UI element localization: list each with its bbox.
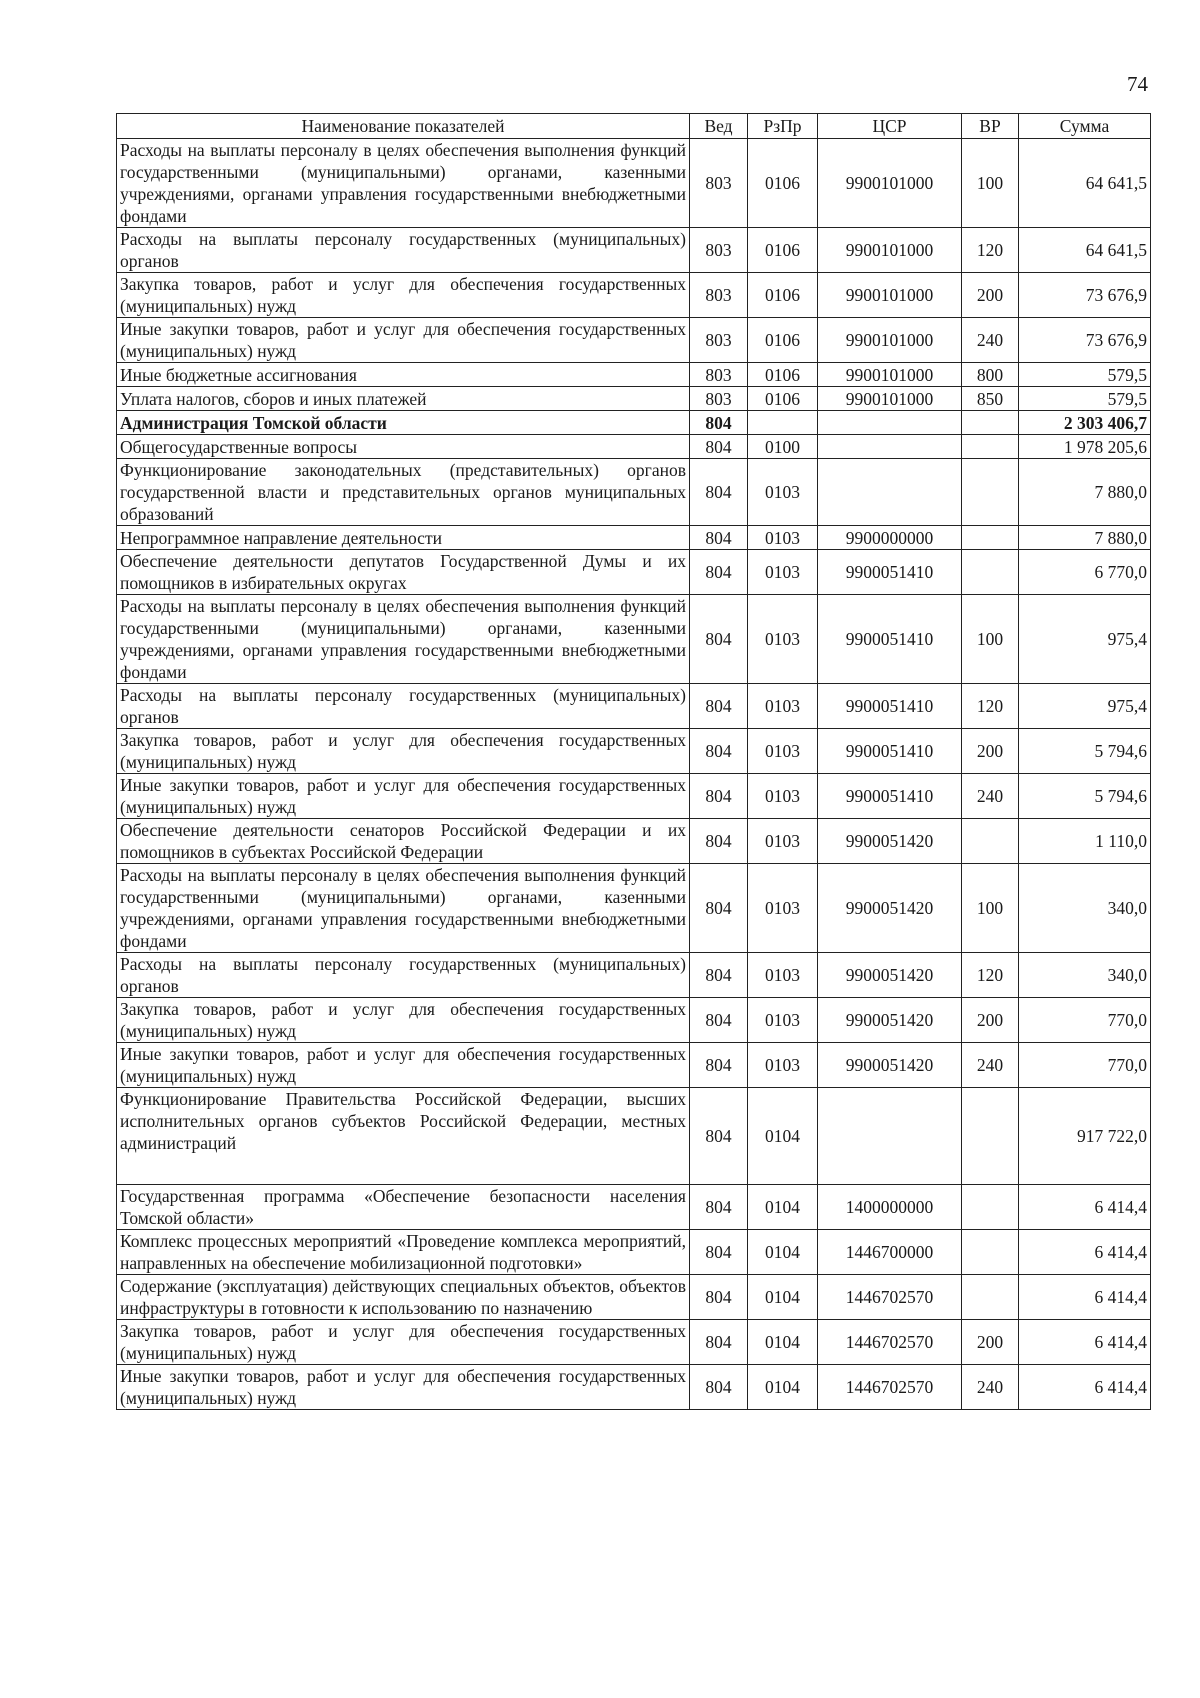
row-sum: 6 414,4 — [1019, 1185, 1151, 1230]
row-rzpr: 0106 — [748, 139, 818, 228]
row-csr — [818, 435, 962, 459]
row-rzpr: 0103 — [748, 774, 818, 819]
row-ved: 804 — [690, 1043, 748, 1088]
row-csr: 9900051410 — [818, 729, 962, 774]
row-vr: 240 — [962, 1365, 1019, 1410]
table-row — [117, 684, 1151, 729]
row-sum: 6 414,4 — [1019, 1365, 1151, 1410]
row-name: Функционирование Правительства Российской Федерации, высших исполнительных органов субъектов Российской Федерации, местных администраций — [117, 1088, 690, 1185]
table-row — [117, 550, 1151, 595]
row-vr — [962, 550, 1019, 595]
row-vr — [962, 435, 1019, 459]
row-vr: 120 — [962, 684, 1019, 729]
row-csr: 1400000000 — [818, 1185, 962, 1230]
row-sum: 340,0 — [1019, 864, 1151, 953]
row-name: Иные закупки товаров, работ и услуг для обеспечения государственных (муниципальных) нужд — [117, 1043, 690, 1088]
row-vr: 850 — [962, 387, 1019, 411]
row-name: Закупка товаров, работ и услуг для обеспечения государственных (муниципальных) нужд — [117, 998, 690, 1043]
table-row — [117, 1230, 1151, 1275]
row-ved: 804 — [690, 1185, 748, 1230]
row-rzpr: 0103 — [748, 864, 818, 953]
row-ved: 804 — [690, 953, 748, 998]
row-vr: 100 — [962, 864, 1019, 953]
row-csr — [818, 411, 962, 435]
row-ved: 804 — [690, 684, 748, 729]
row-ved: 804 — [690, 864, 748, 953]
row-ved: 804 — [690, 774, 748, 819]
row-ved: 803 — [690, 228, 748, 273]
row-ved: 804 — [690, 998, 748, 1043]
row-csr: 9900101000 — [818, 363, 962, 387]
row-ved: 804 — [690, 459, 748, 526]
row-vr: 200 — [962, 1320, 1019, 1365]
row-sum: 64 641,5 — [1019, 228, 1151, 273]
row-ved: 804 — [690, 595, 748, 684]
row-sum: 2 303 406,7 — [1019, 411, 1151, 435]
row-rzpr — [748, 411, 818, 435]
table-row — [117, 953, 1151, 998]
header-ved: Вед — [690, 114, 748, 139]
row-name: Содержание (эксплуатация) действующих специальных объектов, объектов инфраструктуры в готовности к использованию по назначению — [117, 1275, 690, 1320]
table-row — [117, 595, 1151, 684]
row-csr — [818, 1088, 962, 1185]
row-csr: 9900051410 — [818, 774, 962, 819]
row-ved: 804 — [690, 1320, 748, 1365]
row-sum: 975,4 — [1019, 595, 1151, 684]
row-rzpr: 0106 — [748, 228, 818, 273]
row-vr: 200 — [962, 273, 1019, 318]
row-name: Закупка товаров, работ и услуг для обеспечения государственных (муниципальных) нужд — [117, 729, 690, 774]
header-name: Наименование показателей — [117, 114, 690, 139]
row-rzpr: 0103 — [748, 1043, 818, 1088]
row-rzpr: 0106 — [748, 318, 818, 363]
row-rzpr: 0104 — [748, 1275, 818, 1320]
row-vr: 240 — [962, 774, 1019, 819]
row-name: Обеспечение деятельности депутатов Государственной Думы и их помощников в избирательных округах — [117, 550, 690, 595]
row-ved: 804 — [690, 435, 748, 459]
row-csr: 1446700000 — [818, 1230, 962, 1275]
table-row — [117, 139, 1151, 228]
row-rzpr: 0103 — [748, 953, 818, 998]
row-sum: 64 641,5 — [1019, 139, 1151, 228]
row-ved: 803 — [690, 139, 748, 228]
row-name: Расходы на выплаты персоналу государственных (муниципальных) органов — [117, 953, 690, 998]
row-ved: 803 — [690, 273, 748, 318]
row-rzpr: 0103 — [748, 459, 818, 526]
row-vr: 240 — [962, 1043, 1019, 1088]
row-sum: 6 414,4 — [1019, 1275, 1151, 1320]
row-sum: 6 414,4 — [1019, 1320, 1151, 1365]
table-row — [117, 387, 1151, 411]
row-rzpr: 0103 — [748, 595, 818, 684]
row-vr — [962, 1185, 1019, 1230]
table-row — [117, 774, 1151, 819]
row-vr: 800 — [962, 363, 1019, 387]
row-sum: 7 880,0 — [1019, 459, 1151, 526]
row-rzpr: 0106 — [748, 363, 818, 387]
table-row — [117, 1185, 1151, 1230]
row-csr: 9900051420 — [818, 819, 962, 864]
row-csr: 9900051420 — [818, 998, 962, 1043]
row-rzpr: 0104 — [748, 1185, 818, 1230]
row-csr: 9900051410 — [818, 550, 962, 595]
row-name: Непрограммное направление деятельности — [117, 526, 690, 550]
row-csr: 9900101000 — [818, 139, 962, 228]
row-name: Иные закупки товаров, работ и услуг для обеспечения государственных (муниципальных) нужд — [117, 1365, 690, 1410]
header-csr: ЦСР — [818, 114, 962, 139]
table-header-row — [117, 114, 1151, 139]
row-name: Государственная программа «Обеспечение безопасности населения Томской области» — [117, 1185, 690, 1230]
table-row — [117, 526, 1151, 550]
row-rzpr: 0104 — [748, 1088, 818, 1185]
row-csr: 1446702570 — [818, 1365, 962, 1410]
row-name: Закупка товаров, работ и услуг для обеспечения государственных (муниципальных) нужд — [117, 273, 690, 318]
row-rzpr: 0103 — [748, 550, 818, 595]
row-sum: 6 770,0 — [1019, 550, 1151, 595]
row-sum: 73 676,9 — [1019, 273, 1151, 318]
row-csr: 9900101000 — [818, 228, 962, 273]
row-vr — [962, 411, 1019, 435]
table-row — [117, 1043, 1151, 1088]
row-sum: 770,0 — [1019, 998, 1151, 1043]
row-vr: 200 — [962, 729, 1019, 774]
row-vr: 120 — [962, 953, 1019, 998]
table-row — [117, 411, 1151, 435]
table-row — [117, 729, 1151, 774]
row-name: Общегосударственные вопросы — [117, 435, 690, 459]
row-rzpr: 0106 — [748, 273, 818, 318]
row-vr — [962, 1088, 1019, 1185]
row-csr: 9900000000 — [818, 526, 962, 550]
row-ved: 804 — [690, 411, 748, 435]
row-name: Иные бюджетные ассигнования — [117, 363, 690, 387]
row-sum: 1 110,0 — [1019, 819, 1151, 864]
row-sum: 770,0 — [1019, 1043, 1151, 1088]
header-sum: Сумма — [1019, 114, 1151, 139]
row-sum: 7 880,0 — [1019, 526, 1151, 550]
row-name: Расходы на выплаты персоналу в целях обеспечения выполнения функций государственными (муниципальными) органами, казенными учреждениями, органами управления государственными внебюджетными фондами — [117, 864, 690, 953]
row-vr: 120 — [962, 228, 1019, 273]
row-rzpr: 0103 — [748, 998, 818, 1043]
row-ved: 804 — [690, 1365, 748, 1410]
row-sum: 73 676,9 — [1019, 318, 1151, 363]
row-sum: 579,5 — [1019, 387, 1151, 411]
row-name: Расходы на выплаты персоналу в целях обеспечения выполнения функций государственными (муниципальными) органами, казенными учреждениями, органами управления государственными внебюджетными фондами — [117, 595, 690, 684]
row-csr — [818, 459, 962, 526]
row-csr: 9900051420 — [818, 864, 962, 953]
row-rzpr: 0100 — [748, 435, 818, 459]
row-name: Иные закупки товаров, работ и услуг для обеспечения государственных (муниципальных) нужд — [117, 318, 690, 363]
row-ved: 804 — [690, 729, 748, 774]
row-rzpr: 0103 — [748, 729, 818, 774]
budget-table — [116, 113, 1151, 1410]
row-ved: 803 — [690, 387, 748, 411]
row-name: Администрация Томской области — [117, 411, 690, 435]
row-csr: 9900051410 — [818, 595, 962, 684]
row-name: Иные закупки товаров, работ и услуг для обеспечения государственных (муниципальных) нужд — [117, 774, 690, 819]
table-row — [117, 1275, 1151, 1320]
table-row — [117, 864, 1151, 953]
row-ved: 804 — [690, 819, 748, 864]
row-rzpr: 0103 — [748, 526, 818, 550]
row-name: Обеспечение деятельности сенаторов Российской Федерации и их помощников в субъектах Российской Федерации — [117, 819, 690, 864]
header-rzpr: РзПр — [748, 114, 818, 139]
row-sum: 917 722,0 — [1019, 1088, 1151, 1185]
table-row — [117, 998, 1151, 1043]
row-csr: 1446702570 — [818, 1275, 962, 1320]
row-name: Расходы на выплаты персоналу в целях обеспечения выполнения функций государственными (муниципальными) органами, казенными учреждениями, органами управления государственными внебюджетными фондами — [117, 139, 690, 228]
row-vr — [962, 526, 1019, 550]
row-vr — [962, 1230, 1019, 1275]
table-row — [117, 819, 1151, 864]
row-name: Закупка товаров, работ и услуг для обеспечения государственных (муниципальных) нужд — [117, 1320, 690, 1365]
row-csr: 1446702570 — [818, 1320, 962, 1365]
row-ved: 804 — [690, 1088, 748, 1185]
row-csr: 9900051410 — [818, 684, 962, 729]
table-row — [117, 228, 1151, 273]
row-rzpr: 0104 — [748, 1230, 818, 1275]
table-row — [117, 459, 1151, 526]
row-ved: 804 — [690, 1230, 748, 1275]
row-vr: 200 — [962, 998, 1019, 1043]
row-sum: 1 978 205,6 — [1019, 435, 1151, 459]
row-name: Расходы на выплаты персоналу государственных (муниципальных) органов — [117, 684, 690, 729]
row-vr: 100 — [962, 139, 1019, 228]
row-vr: 240 — [962, 318, 1019, 363]
table-row — [117, 363, 1151, 387]
row-name: Уплата налогов, сборов и иных платежей — [117, 387, 690, 411]
row-ved: 804 — [690, 1275, 748, 1320]
header-vr: ВР — [962, 114, 1019, 139]
row-rzpr: 0106 — [748, 387, 818, 411]
row-vr — [962, 1275, 1019, 1320]
row-name: Комплекс процессных мероприятий «Проведение комплекса мероприятий, направленных на обеспечение мобилизационной подготовки» — [117, 1230, 690, 1275]
row-sum: 340,0 — [1019, 953, 1151, 998]
row-name: Расходы на выплаты персоналу государственных (муниципальных) органов — [117, 228, 690, 273]
table-row — [117, 1320, 1151, 1365]
row-sum: 975,4 — [1019, 684, 1151, 729]
row-vr: 100 — [962, 595, 1019, 684]
row-sum: 6 414,4 — [1019, 1230, 1151, 1275]
row-csr: 9900101000 — [818, 273, 962, 318]
row-sum: 5 794,6 — [1019, 729, 1151, 774]
row-csr: 9900101000 — [818, 318, 962, 363]
row-ved: 804 — [690, 526, 748, 550]
row-rzpr: 0103 — [748, 819, 818, 864]
table-row — [117, 1088, 1151, 1185]
row-ved: 803 — [690, 318, 748, 363]
row-rzpr: 0103 — [748, 684, 818, 729]
row-csr: 9900051420 — [818, 953, 962, 998]
table-row — [117, 273, 1151, 318]
row-ved: 803 — [690, 363, 748, 387]
row-ved: 804 — [690, 550, 748, 595]
table-row — [117, 1365, 1151, 1410]
row-sum: 5 794,6 — [1019, 774, 1151, 819]
row-csr: 9900101000 — [818, 387, 962, 411]
row-name: Функционирование законодательных (представительных) органов государственной власти и представительных органов муниципальных образований — [117, 459, 690, 526]
page-number: 74 — [1127, 72, 1148, 96]
row-rzpr: 0104 — [748, 1320, 818, 1365]
row-rzpr: 0104 — [748, 1365, 818, 1410]
table-row — [117, 435, 1151, 459]
row-csr: 9900051420 — [818, 1043, 962, 1088]
row-vr — [962, 459, 1019, 526]
table-row — [117, 318, 1151, 363]
row-vr — [962, 819, 1019, 864]
row-sum: 579,5 — [1019, 363, 1151, 387]
